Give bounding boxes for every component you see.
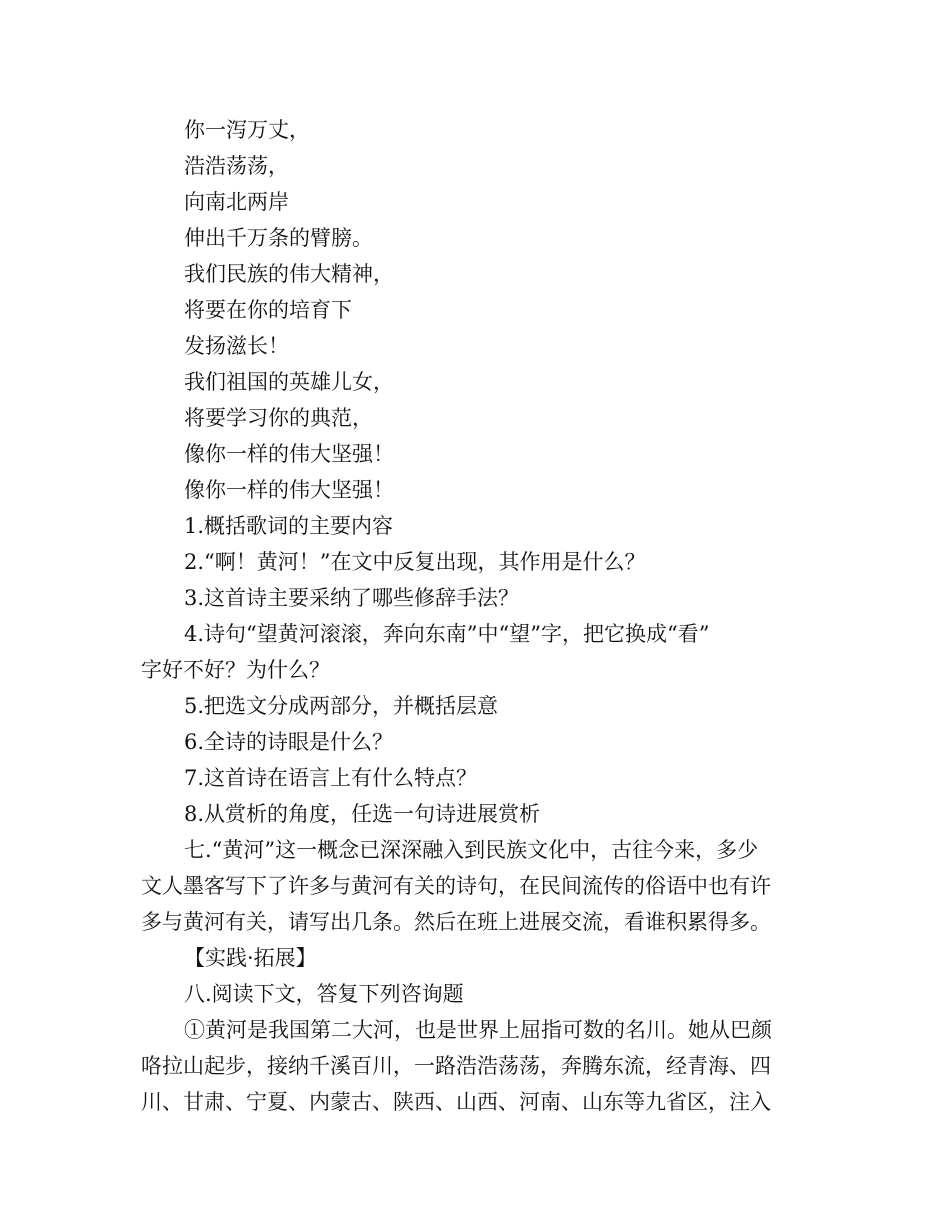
poem-line: 将要在你的培育下: [184, 298, 352, 322]
document-body: [141, 112, 813, 1120]
question-item: 1.概括歌词的主要内容: [184, 514, 394, 538]
poem-line: 像你一样的伟大坚强！: [184, 442, 394, 466]
question-list: [141, 508, 813, 832]
question-item: 4.诗句“望黄河滚滚，奔向东南”中“望”字，把它换成“看”: [184, 622, 710, 646]
section-seven-line: 文人墨客写下了许多与黄河有关的诗句，在民间流传的俗语中也有许: [141, 874, 771, 898]
question-item: 6.全诗的诗眼是什么？: [184, 730, 394, 754]
poem-line: 像你一样的伟大坚强！: [184, 478, 394, 502]
poem-line: 我们祖国的英雄儿女，: [184, 370, 394, 394]
reading-paragraph-line: 咯拉山起步，接纳千溪百川，一路浩浩荡荡，奔腾东流，经青海、四: [141, 1054, 771, 1078]
question-item-continuation: 字好不好？为什么？: [141, 658, 330, 682]
question-item: 3.这首诗主要采纳了哪些修辞手法？: [184, 586, 520, 610]
question-item: 7.这首诗在语言上有什么特点？: [184, 766, 478, 790]
poem-line: 发扬滋长！: [184, 334, 289, 358]
section-eight: [141, 976, 813, 1120]
question-item: 2.“啊！黄河！”在文中反复出现，其作用是什么？: [184, 550, 646, 574]
poem-line: 将要学习你的典范，: [184, 406, 373, 430]
question-item: 5.把选文分成两部分，并概括层意: [184, 694, 499, 718]
section-seven-line: 多与黄河有关，请写出几条。然后在班上进展交流，看谁积累得多。: [141, 910, 771, 934]
section-eight-title: 八.阅读下文，答复下列咨询题: [184, 982, 464, 1006]
poem-line: 向南北两岸: [184, 190, 289, 214]
poem-line: 浩浩荡荡，: [184, 154, 289, 178]
poem-stanza: [141, 112, 813, 508]
section-seven: [141, 832, 813, 940]
poem-line: 伸出千万条的臂膀。: [184, 226, 373, 250]
section-seven-line: 七.“黄河”这一概念已深深融入到民族文化中，古往今来，多少: [184, 838, 759, 862]
reading-paragraph-line: ①黄河是我国第二大河，也是世界上屈指可数的名川。她从巴颜: [184, 1018, 772, 1042]
practice-heading: 【实践·拓展】: [184, 946, 317, 970]
poem-line: 你一泻万丈，: [184, 118, 310, 142]
reading-paragraph-line: 川、甘肃、宁夏、内蒙古、陕西、山西、河南、山东等九省区，注入: [141, 1090, 771, 1114]
question-item: 8.从赏析的角度，任选一句诗进展赏析: [184, 802, 541, 826]
poem-line: 我们民族的伟大精神，: [184, 262, 394, 286]
